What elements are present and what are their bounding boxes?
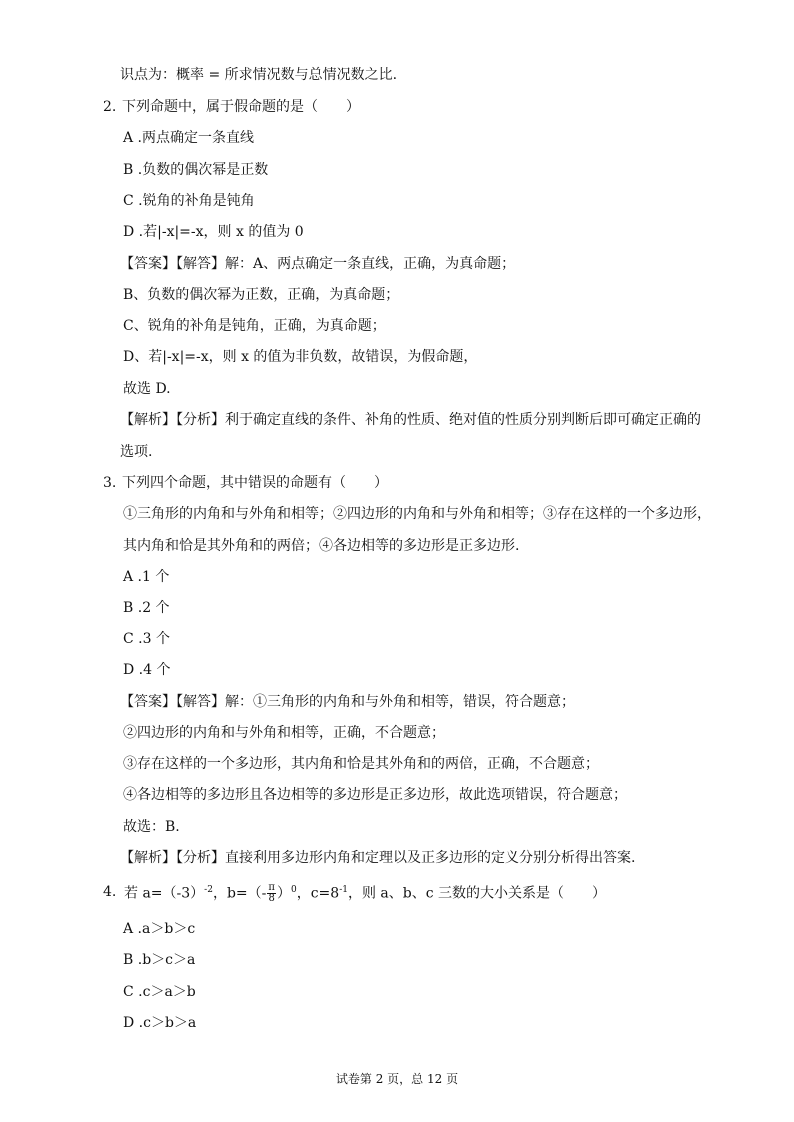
stem-text: ） [276, 885, 291, 902]
exponent: 0 [290, 884, 297, 895]
question-body: ①三角形的内角和与外角和相等；②四边形的内角和与外角和相等；③存在这样的一个多边形， [123, 506, 711, 522]
question-stem: 下列命题中，属于假命题的是（ ） [122, 99, 360, 115]
stem-text: ，则 a、b、c 三数的大小关系是（ ） [347, 885, 607, 902]
option-a: A .a＞b＞c [123, 921, 196, 937]
answer-line: ③存在这样的一个多边形，其内角和恰是其外角和的两倍，正确，不合题意； [123, 756, 599, 772]
answer-line: 故选 D. [123, 381, 171, 397]
analysis-line: 选项. [120, 444, 153, 460]
option-a: A .1 个 [123, 569, 170, 585]
previous-answer-tail: 识点为：概率 = 所求情况数与总情况数之比. [120, 67, 398, 83]
fraction-numerator: π [268, 882, 275, 893]
option-b: B .b＞c＞a [123, 952, 196, 968]
question-number: 2. [103, 99, 117, 115]
option-d: D .若|-x|=-x，则 x 的值为 0 [123, 224, 304, 240]
option-c: C .3 个 [123, 631, 170, 647]
answer-line: 故选：B. [123, 819, 180, 835]
stem-text: ，c=8 [296, 885, 340, 902]
exponent: -1 [339, 884, 348, 895]
fraction-denominator: 8 [268, 893, 275, 904]
question-stem: 下列四个命题，其中错误的命题有（ ） [122, 475, 388, 491]
option-b: B .2 个 [123, 600, 170, 616]
stem-text: 若 a=（-3） [124, 885, 205, 902]
question-number: 4. [103, 884, 117, 900]
option-d: D .c＞b＞a [123, 1015, 197, 1031]
option-c: C .c＞a＞b [123, 984, 196, 1000]
analysis-line: 【解析】【分析】直接利用多边形内角和定理以及正多边形的定义分别分析得出答案. [120, 850, 636, 866]
analysis-line: 【解析】【分析】利于确定直线的条件、补角的性质、绝对值的性质分别判断后即可确定正确的 [120, 412, 701, 428]
stem-text: ，b=（- [212, 885, 267, 902]
fraction [267, 883, 276, 904]
answer-line: 【答案】【解答】解：①三角形的内角和与外角和相等，错误，符合题意； [120, 694, 575, 710]
answer-line: 【答案】【解答】解：A、两点确定一条直线，正确，为真命题； [120, 256, 516, 272]
answer-line: B、负数的偶次幂为正数，正确，为真命题； [123, 287, 400, 303]
answer-line: ④各边相等的多边形且各边相等的多边形是正多边形，故此选项错误，符合题意； [123, 787, 627, 803]
question-number: 3. [103, 475, 117, 491]
option-d: D .4 个 [123, 662, 171, 678]
answer-line: ②四边形的内角和与外角和相等，正确，不合题意； [123, 725, 445, 741]
question-body: 其内角和恰是其外角和的两倍；④各边相等的多边形是正多边形. [123, 538, 520, 554]
page-footer: 试卷第 2 页，总 12 页 [335, 1072, 459, 1086]
question-stem [124, 883, 606, 904]
option-b: B .负数的偶次幂是正数 [123, 162, 269, 178]
exponent: -2 [204, 884, 213, 895]
answer-line: D、若|-x|=-x，则 x 的值为非负数，故错误，为假命题， [123, 349, 478, 365]
option-a: A .两点确定一条直线 [123, 130, 255, 146]
answer-line: C、锐角的补角是钝角，正确，为真命题； [123, 318, 386, 334]
option-c: C .锐角的补角是钝角 [123, 193, 255, 209]
